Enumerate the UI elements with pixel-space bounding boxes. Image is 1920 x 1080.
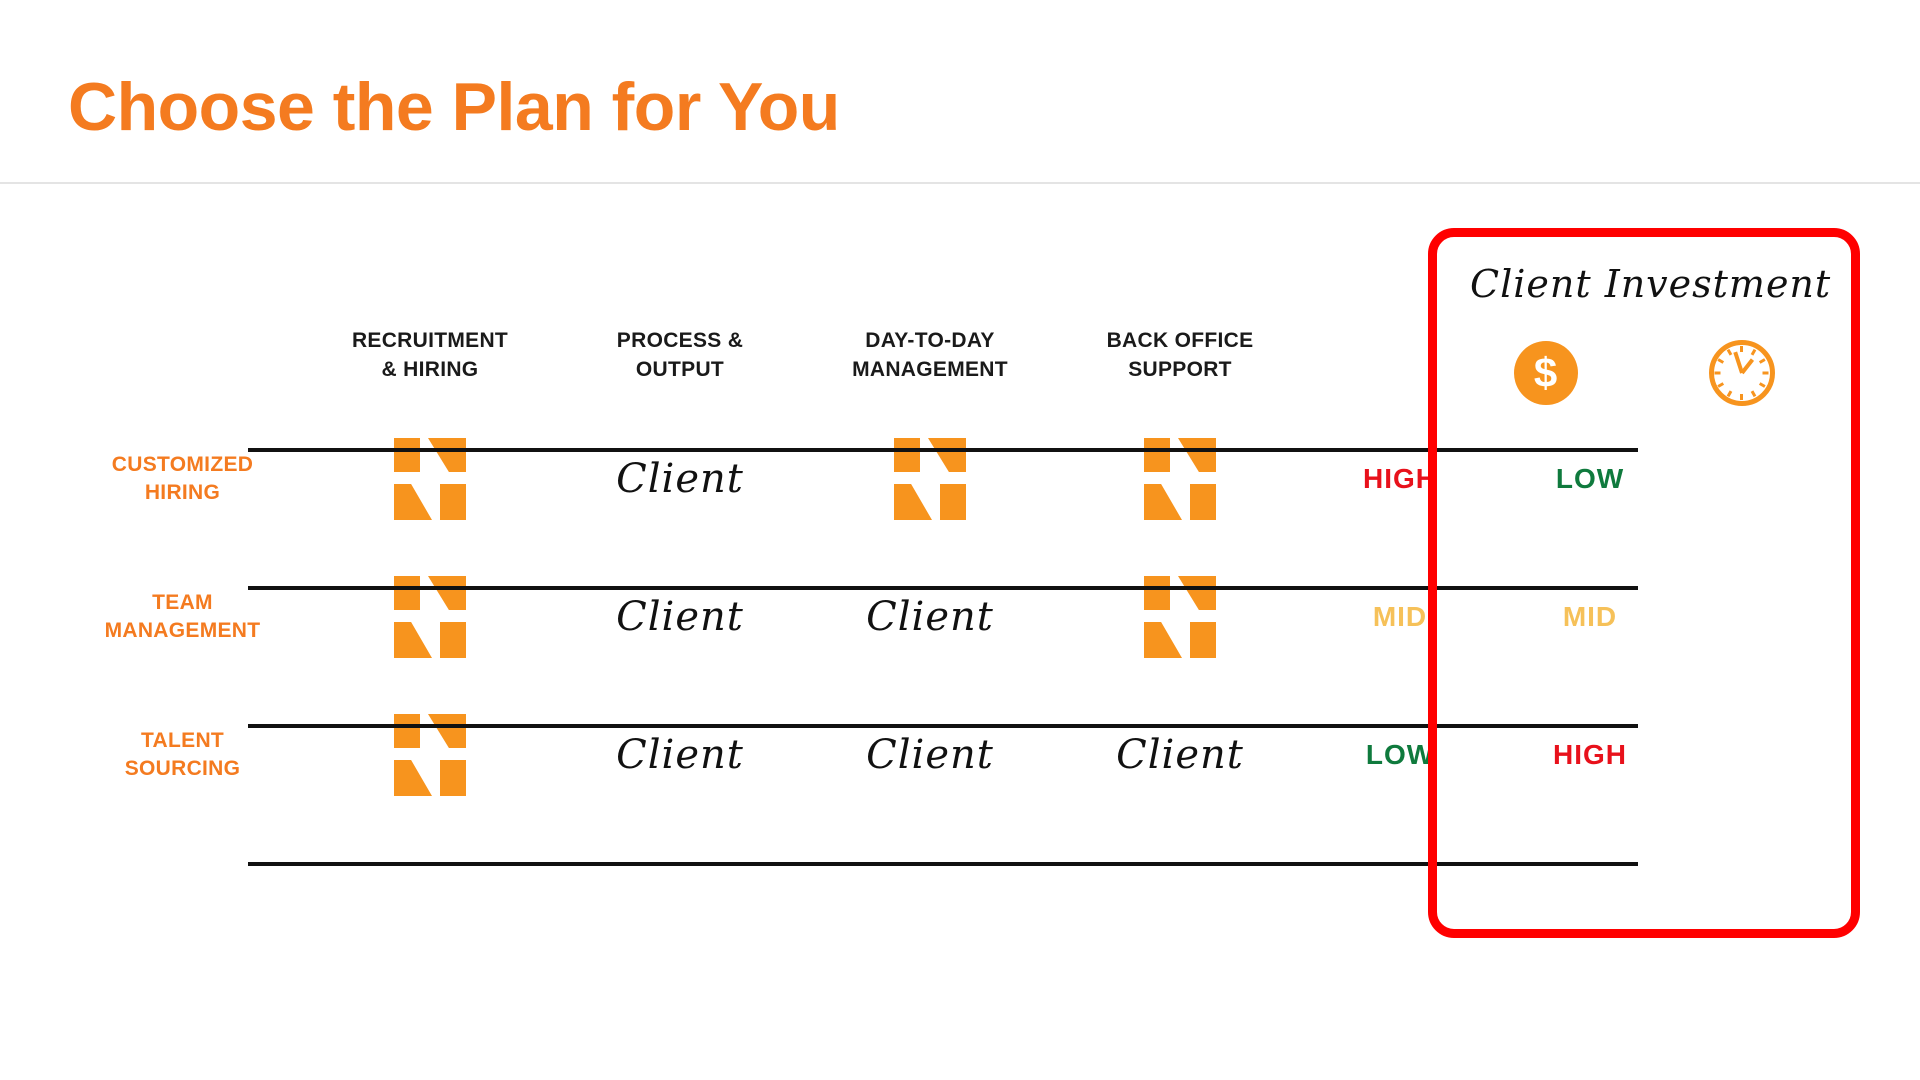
cell-recruitment-row1 — [305, 410, 555, 548]
cell-backoffice-row3 — [1055, 686, 1305, 824]
table-divider-1 — [248, 448, 1638, 452]
column-header-line1: PROCESS & — [616, 329, 744, 353]
column-header-line1: RECRUITMENT — [351, 329, 509, 353]
row-label-line1: TEAM — [152, 590, 213, 614]
dollar-coin-icon — [1514, 341, 1578, 405]
clock-tick — [1717, 382, 1724, 388]
column-header-line2: SUPPORT — [1128, 357, 1232, 381]
column-header-day-to-day-management — [805, 327, 1055, 410]
table-row — [60, 686, 1860, 824]
clock-tick — [1759, 382, 1766, 388]
row-label-customized-hiring — [60, 451, 305, 508]
client-label: Client — [1116, 732, 1244, 778]
cell-recruitment-row2 — [305, 548, 555, 686]
page-title: Choose the Plan for You — [68, 69, 840, 145]
clock-tick — [1759, 358, 1766, 364]
row-label-line2: SOURCING — [124, 757, 241, 780]
cell-cost-row1 — [1305, 410, 1495, 548]
cost-level-row2: MID — [1372, 601, 1428, 632]
row-label-line2: MANAGEMENT — [104, 619, 261, 642]
clock-tick — [1727, 349, 1733, 356]
dollar-glyph: $ — [1533, 349, 1558, 396]
client-label: Client — [616, 732, 744, 778]
cell-daytoday-row3 — [805, 686, 1055, 824]
cell-process-row2 — [555, 548, 805, 686]
cell-backoffice-row1 — [1055, 410, 1305, 548]
cell-time-row3 — [1495, 686, 1685, 824]
cost-level-row3: LOW — [1365, 739, 1435, 770]
client-label: Client — [866, 732, 994, 778]
row-label-line2: HIRING — [144, 481, 221, 504]
table-divider-2 — [248, 586, 1638, 590]
cost-level-row1: HIGH — [1363, 463, 1437, 494]
client-label: Client — [616, 456, 744, 502]
clock-tick — [1740, 346, 1743, 352]
cell-cost-row2 — [1305, 548, 1495, 686]
investment-icons-row — [1448, 340, 1840, 406]
column-header-back-office-support — [1055, 327, 1305, 410]
clock-tick — [1715, 372, 1721, 375]
time-level-row2: MID — [1562, 601, 1618, 632]
column-header-line1: DAY-TO-DAY — [865, 329, 995, 353]
cell-daytoday-row2 — [805, 548, 1055, 686]
client-label: Client — [866, 594, 994, 640]
row-label-talent-sourcing — [60, 727, 305, 784]
clock-tick — [1751, 349, 1757, 356]
clock-tick — [1751, 390, 1757, 397]
cell-daytoday-row1 — [805, 410, 1055, 548]
row-label-line1: TALENT — [140, 728, 225, 752]
row-label-line1: CUSTOMIZED — [111, 452, 254, 476]
clock-tick — [1727, 390, 1733, 397]
column-header-line2: MANAGEMENT — [852, 357, 1008, 381]
clock-tick — [1717, 358, 1724, 364]
clock-tick — [1740, 394, 1743, 400]
client-investment-title: Client Investment — [1470, 262, 1832, 306]
column-header-process-output — [555, 327, 805, 410]
time-level-row1: LOW — [1555, 463, 1625, 494]
clock-minute-hand — [1733, 351, 1744, 373]
table-row — [60, 410, 1860, 548]
column-header-line1: BACK OFFICE — [1106, 329, 1254, 353]
cell-process-row1 — [555, 410, 805, 548]
cell-time-row1 — [1495, 410, 1685, 548]
cell-recruitment-row3 — [305, 686, 555, 824]
cell-time-row2 — [1495, 548, 1685, 686]
column-header-line2: OUTPUT — [635, 357, 725, 381]
column-header-line2: & HIRING — [381, 357, 479, 381]
time-level-row3: HIGH — [1553, 739, 1627, 770]
table-divider-4 — [248, 862, 1638, 866]
table-row — [60, 548, 1860, 686]
cell-cost-row3 — [1305, 686, 1495, 824]
row-label-team-management — [60, 589, 305, 646]
clock-tick — [1763, 372, 1769, 375]
header-divider — [0, 182, 1920, 184]
column-header-recruitment-hiring — [305, 327, 555, 410]
client-label: Client — [616, 594, 744, 640]
cell-backoffice-row2 — [1055, 548, 1305, 686]
cell-process-row3 — [555, 686, 805, 824]
clock-icon — [1709, 340, 1775, 406]
plan-comparison-table — [60, 230, 1860, 824]
table-divider-3 — [248, 724, 1638, 728]
